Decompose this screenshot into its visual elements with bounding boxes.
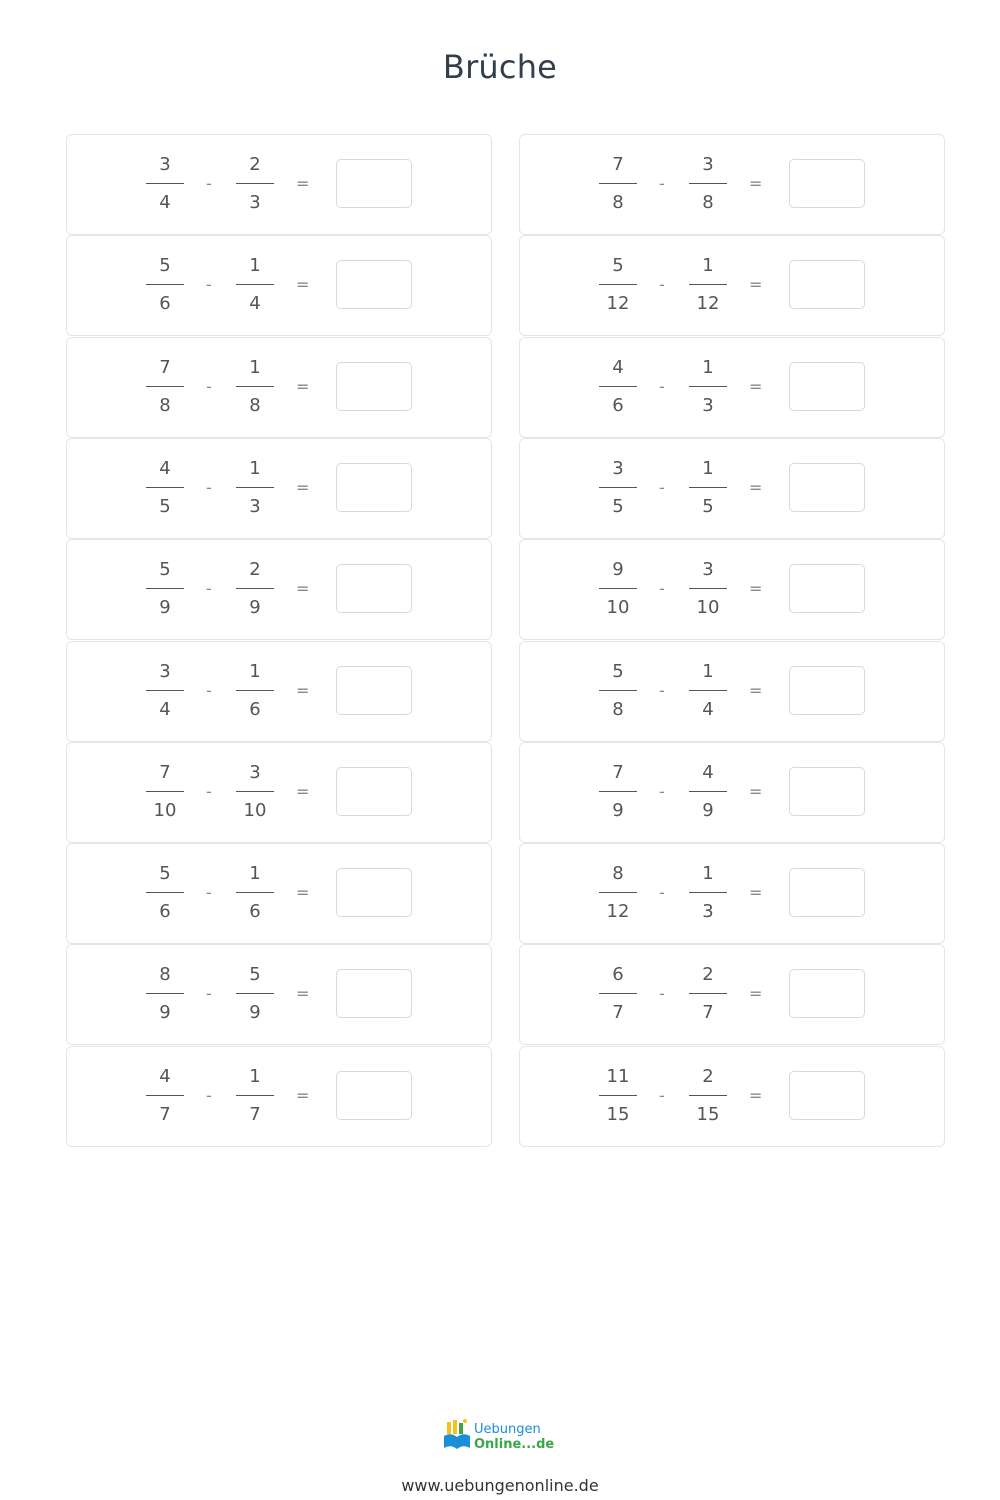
answer-box[interactable] — [336, 868, 412, 917]
answer-box[interactable] — [336, 362, 412, 411]
uebungenonline-logo — [443, 1418, 559, 1452]
fraction-bar — [689, 892, 727, 893]
fraction-bar — [146, 588, 184, 589]
fraction-bar — [599, 386, 637, 387]
denominator: 5 — [612, 495, 624, 517]
numerator: 3 — [249, 761, 261, 783]
equals-sign: = — [749, 680, 763, 700]
numerator: 8 — [159, 964, 171, 986]
equals-sign: = — [296, 174, 310, 193]
exercise-card — [66, 641, 492, 742]
minus-sign: - — [206, 376, 212, 396]
exercise-card — [66, 337, 492, 438]
answer-box[interactable] — [789, 260, 865, 309]
exercise-card — [66, 742, 492, 843]
first-fraction — [146, 255, 184, 317]
second-fraction — [689, 458, 727, 520]
second-fraction — [236, 357, 274, 419]
exercise-card — [66, 539, 492, 640]
equals-sign: = — [296, 781, 310, 801]
denominator: 9 — [249, 1002, 261, 1024]
numerator: 1 — [702, 255, 714, 277]
equals-sign: = — [296, 275, 310, 295]
fraction-bar — [146, 183, 184, 184]
answer-box[interactable] — [336, 260, 412, 309]
minus-sign: - — [659, 781, 665, 801]
exercise-grid — [66, 134, 945, 1147]
first-fraction — [599, 255, 637, 317]
first-fraction — [599, 559, 637, 621]
fraction-bar — [689, 386, 727, 387]
denominator: 4 — [159, 192, 171, 213]
equals-sign: = — [749, 883, 763, 903]
answer-box[interactable] — [789, 362, 865, 411]
denominator: 7 — [702, 1002, 714, 1024]
second-fraction — [689, 357, 727, 419]
numerator: 1 — [702, 660, 714, 682]
second-fraction — [689, 863, 727, 925]
exercise-card — [519, 134, 945, 235]
equals-sign: = — [296, 477, 310, 497]
fraction-bar — [689, 690, 727, 691]
second-fraction — [236, 255, 274, 317]
exercise-card — [519, 438, 945, 539]
minus-sign: - — [206, 680, 212, 700]
numerator: 1 — [249, 457, 261, 479]
minus-sign: - — [206, 579, 212, 599]
numerator: 2 — [702, 964, 714, 986]
first-fraction — [599, 762, 637, 824]
denominator: 8 — [249, 394, 261, 416]
equals-sign: = — [749, 579, 763, 599]
exercise-card — [519, 235, 945, 336]
exercise-card — [519, 742, 945, 843]
numerator: 1 — [249, 255, 261, 277]
exercise-card — [519, 337, 945, 438]
fraction-bar — [599, 791, 637, 792]
numerator: 5 — [612, 660, 624, 682]
denominator: 12 — [696, 293, 720, 315]
answer-box[interactable] — [789, 159, 865, 208]
fraction-bar — [689, 791, 727, 792]
exercise-card — [66, 235, 492, 336]
answer-box[interactable] — [789, 463, 865, 512]
exercise-card — [66, 134, 492, 235]
fraction-bar — [236, 892, 274, 893]
minus-sign: - — [659, 174, 665, 193]
exercise-card — [519, 944, 945, 1045]
fraction-bar — [689, 284, 727, 285]
exercise-card — [66, 944, 492, 1045]
numerator: 3 — [702, 154, 714, 175]
first-fraction — [146, 559, 184, 621]
denominator: 8 — [702, 192, 714, 213]
fraction-bar — [599, 690, 637, 691]
answer-box[interactable] — [336, 1071, 412, 1120]
answer-box[interactable] — [789, 666, 865, 715]
logo-text-top: Uebungen — [474, 1422, 541, 1437]
fraction-bar — [236, 386, 274, 387]
first-fraction — [146, 1066, 184, 1128]
fraction-bar — [689, 588, 727, 589]
denominator: 10 — [243, 799, 267, 821]
denominator: 6 — [249, 901, 261, 923]
denominator: 3 — [702, 901, 714, 923]
first-fraction — [146, 154, 184, 216]
numerator: 4 — [702, 761, 714, 783]
denominator: 10 — [696, 597, 720, 619]
denominator: 3 — [249, 495, 261, 517]
fraction-bar — [689, 1095, 727, 1096]
fraction-bar — [146, 892, 184, 893]
numerator: 6 — [612, 964, 624, 986]
exercise-card — [519, 539, 945, 640]
numerator: 1 — [702, 356, 714, 378]
denominator: 7 — [159, 1103, 171, 1125]
first-fraction — [599, 661, 637, 723]
numerator: 3 — [702, 559, 714, 581]
second-fraction — [689, 255, 727, 317]
fraction-bar — [236, 284, 274, 285]
denominator: 3 — [702, 394, 714, 416]
denominator: 5 — [702, 495, 714, 517]
minus-sign: - — [206, 275, 212, 295]
denominator: 7 — [249, 1103, 261, 1125]
minus-sign: - — [659, 477, 665, 497]
numerator: 4 — [159, 1065, 171, 1087]
denominator: 4 — [159, 698, 171, 720]
minus-sign: - — [206, 781, 212, 801]
first-fraction — [146, 458, 184, 520]
fraction-bar — [146, 386, 184, 387]
numerator: 1 — [702, 863, 714, 885]
answer-box[interactable] — [336, 564, 412, 613]
equals-sign: = — [749, 1085, 763, 1105]
minus-sign: - — [206, 883, 212, 903]
denominator: 9 — [702, 799, 714, 821]
numerator: 5 — [249, 964, 261, 986]
denominator: 4 — [249, 293, 261, 315]
footer-url: www.uebungenonline.de — [401, 1476, 599, 1495]
second-fraction — [689, 1066, 727, 1128]
fraction-bar — [146, 487, 184, 488]
fraction-bar — [236, 588, 274, 589]
exercise-card — [66, 843, 492, 944]
numerator: 1 — [249, 356, 261, 378]
fraction-bar — [236, 183, 274, 184]
numerator: 1 — [249, 1065, 261, 1087]
minus-sign: - — [206, 1085, 212, 1105]
second-fraction — [236, 964, 274, 1026]
minus-sign: - — [206, 984, 212, 1004]
answer-box[interactable] — [789, 767, 865, 816]
numerator: 8 — [612, 863, 624, 885]
denominator: 9 — [249, 597, 261, 619]
fraction-bar — [689, 183, 727, 184]
equals-sign: = — [296, 1085, 310, 1105]
minus-sign: - — [659, 680, 665, 700]
numerator: 11 — [606, 1065, 630, 1087]
second-fraction — [689, 154, 727, 216]
numerator: 1 — [249, 863, 261, 885]
second-fraction — [236, 154, 274, 216]
first-fraction — [599, 964, 637, 1026]
fraction-bar — [146, 1095, 184, 1096]
denominator: 8 — [159, 394, 171, 416]
equals-sign: = — [749, 781, 763, 801]
first-fraction — [146, 863, 184, 925]
minus-sign: - — [206, 477, 212, 497]
denominator: 12 — [606, 901, 630, 923]
minus-sign: - — [659, 1085, 665, 1105]
second-fraction — [236, 762, 274, 824]
second-fraction — [236, 1066, 274, 1128]
numerator: 4 — [159, 457, 171, 479]
first-fraction — [146, 762, 184, 824]
first-fraction — [599, 154, 637, 216]
first-fraction — [599, 357, 637, 419]
second-fraction — [689, 661, 727, 723]
fraction-bar — [146, 284, 184, 285]
second-fraction — [236, 559, 274, 621]
fraction-bar — [689, 487, 727, 488]
equals-sign: = — [749, 275, 763, 295]
equals-sign: = — [749, 477, 763, 497]
equals-sign: = — [296, 984, 310, 1004]
answer-box[interactable] — [336, 463, 412, 512]
equals-sign: = — [749, 376, 763, 396]
fraction-bar — [146, 993, 184, 994]
answer-box[interactable] — [789, 564, 865, 613]
fraction-bar — [599, 993, 637, 994]
denominator: 4 — [702, 698, 714, 720]
second-fraction — [236, 458, 274, 520]
numerator: 5 — [159, 559, 171, 581]
denominator: 15 — [606, 1103, 630, 1125]
denominator: 3 — [249, 192, 261, 213]
numerator: 5 — [159, 863, 171, 885]
numerator: 2 — [249, 154, 261, 175]
first-fraction — [599, 458, 637, 520]
denominator: 6 — [612, 394, 624, 416]
fraction-bar — [236, 690, 274, 691]
equals-sign: = — [296, 883, 310, 903]
first-fraction — [146, 357, 184, 419]
minus-sign: - — [659, 579, 665, 599]
equals-sign: = — [749, 174, 763, 193]
equals-sign: = — [296, 680, 310, 700]
fraction-bar — [236, 791, 274, 792]
denominator: 8 — [612, 698, 624, 720]
denominator: 6 — [159, 901, 171, 923]
numerator: 1 — [249, 660, 261, 682]
numerator: 9 — [612, 559, 624, 581]
fraction-bar — [689, 993, 727, 994]
second-fraction — [689, 964, 727, 1026]
answer-box[interactable] — [336, 159, 412, 208]
fraction-bar — [236, 993, 274, 994]
numerator: 2 — [702, 1065, 714, 1087]
denominator: 9 — [159, 1002, 171, 1024]
denominator: 8 — [612, 192, 624, 213]
equals-sign: = — [296, 579, 310, 599]
denominator: 6 — [159, 293, 171, 315]
exercise-card — [519, 641, 945, 742]
minus-sign: - — [659, 376, 665, 396]
answer-box[interactable] — [336, 969, 412, 1018]
fraction-bar — [599, 284, 637, 285]
denominator: 15 — [696, 1103, 720, 1125]
fraction-bar — [146, 791, 184, 792]
fraction-bar — [599, 183, 637, 184]
answer-box[interactable] — [789, 868, 865, 917]
first-fraction — [599, 863, 637, 925]
fraction-bar — [236, 487, 274, 488]
exercise-card — [519, 1046, 945, 1147]
minus-sign: - — [206, 174, 212, 193]
numerator: 7 — [612, 154, 624, 175]
fraction-bar — [236, 1095, 274, 1096]
fraction-bar — [599, 588, 637, 589]
denominator: 9 — [159, 597, 171, 619]
numerator: 1 — [702, 457, 714, 479]
numerator: 5 — [612, 255, 624, 277]
numerator: 5 — [159, 255, 171, 277]
first-fraction — [146, 964, 184, 1026]
numerator: 3 — [612, 457, 624, 479]
second-fraction — [236, 661, 274, 723]
second-fraction — [236, 863, 274, 925]
numerator: 3 — [159, 154, 171, 175]
first-fraction — [599, 1066, 637, 1128]
denominator: 7 — [612, 1002, 624, 1024]
exercise-card — [66, 1046, 492, 1147]
numerator: 3 — [159, 660, 171, 682]
exercise-card — [66, 438, 492, 539]
fraction-bar — [599, 487, 637, 488]
second-fraction — [689, 559, 727, 621]
numerator: 4 — [612, 356, 624, 378]
equals-sign: = — [296, 376, 310, 396]
denominator: 10 — [606, 597, 630, 619]
denominator: 5 — [159, 495, 171, 517]
denominator: 12 — [606, 293, 630, 315]
minus-sign: - — [659, 883, 665, 903]
answer-box[interactable] — [336, 666, 412, 715]
numerator: 2 — [249, 559, 261, 581]
numerator: 7 — [159, 761, 171, 783]
first-fraction — [146, 661, 184, 723]
page-title: Brüche — [442, 48, 558, 86]
second-fraction — [689, 762, 727, 824]
numerator: 7 — [612, 761, 624, 783]
denominator: 6 — [249, 698, 261, 720]
fraction-bar — [599, 1095, 637, 1096]
minus-sign: - — [659, 275, 665, 295]
denominator: 9 — [612, 799, 624, 821]
answer-box[interactable] — [336, 767, 412, 816]
fraction-bar — [146, 690, 184, 691]
answer-box[interactable] — [789, 969, 865, 1018]
exercise-card — [519, 843, 945, 944]
numerator: 7 — [159, 356, 171, 378]
denominator: 10 — [153, 799, 177, 821]
answer-box[interactable] — [789, 1071, 865, 1120]
logo-text-bottom: Online...de — [474, 1437, 555, 1452]
fraction-bar — [599, 892, 637, 893]
minus-sign: - — [659, 984, 665, 1004]
equals-sign: = — [749, 984, 763, 1004]
